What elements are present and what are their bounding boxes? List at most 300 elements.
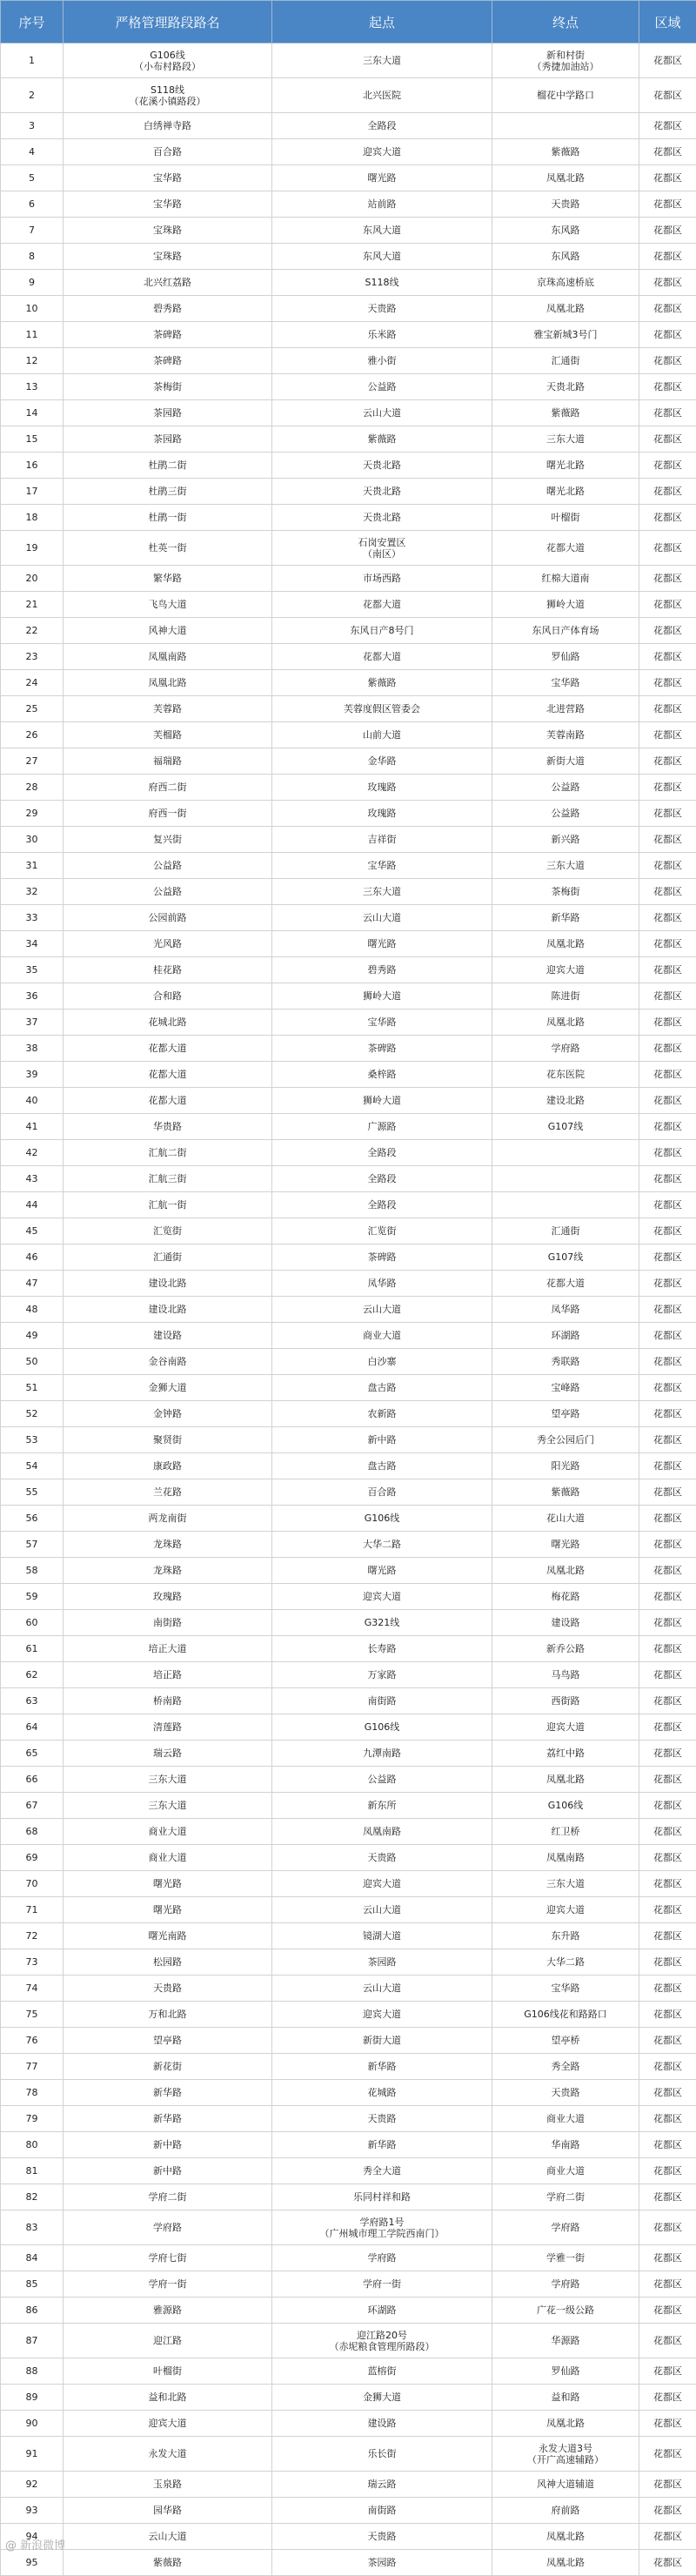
cell-district: 花都区: [639, 426, 696, 453]
cell-start-point: 乐同村祥和路: [272, 2184, 492, 2210]
cell-start-point: 狮岭大道: [272, 1088, 492, 1114]
cell-district: 花都区: [639, 1297, 696, 1323]
cell-district: 花都区: [639, 879, 696, 905]
cell-road-name: 新华路: [64, 2080, 272, 2106]
table-row: [1, 218, 696, 244]
cell-index: 1: [1, 44, 64, 78]
table-row: [1, 2080, 696, 2106]
cell-road-name: 培正路: [64, 1662, 272, 1688]
cell-start-point: 学府路: [272, 2245, 492, 2271]
cell-road-name: 三东大道: [64, 1767, 272, 1793]
table-row: [1, 1793, 696, 1819]
cell-road-name: 学府路: [64, 2210, 272, 2245]
cell-start-point: 公益路: [272, 374, 492, 400]
table-row: [1, 801, 696, 827]
cell-district: 花都区: [639, 853, 696, 879]
cell-district: 花都区: [639, 1584, 696, 1610]
table-row: [1, 1401, 696, 1427]
table-row: [1, 2550, 696, 2576]
cell-index: 60: [1, 1610, 64, 1636]
cell-index: 34: [1, 931, 64, 957]
cell-district: 花都区: [639, 2132, 696, 2158]
cell-road-name: 建设路: [64, 1323, 272, 1349]
cell-start-point: 市场西路: [272, 566, 492, 592]
cell-road-name: 飞鸟大道: [64, 592, 272, 618]
cell-start-point: 曙光路: [272, 1558, 492, 1584]
cell-district: 花都区: [639, 113, 696, 139]
cell-start-point: 全路段: [272, 1140, 492, 1166]
cell-index: 89: [1, 2385, 64, 2411]
cell-district: 花都区: [639, 78, 696, 113]
cell-start-point: 东风大道: [272, 244, 492, 270]
cell-index: 9: [1, 270, 64, 296]
table-row: [1, 1114, 696, 1140]
table-row: [1, 348, 696, 374]
cell-end-point: 东风路: [492, 218, 639, 244]
table-row: [1, 2271, 696, 2298]
cell-start-point: 宝华路: [272, 1010, 492, 1036]
table-row: [1, 592, 696, 618]
cell-district: 花都区: [639, 2498, 696, 2524]
table-row: [1, 2498, 696, 2524]
table-row: [1, 2106, 696, 2132]
header-end-point: 终点: [492, 1, 639, 44]
cell-index: 37: [1, 1010, 64, 1036]
cell-index: 7: [1, 218, 64, 244]
cell-index: 76: [1, 2028, 64, 2054]
cell-road-name: 瑞云路: [64, 1741, 272, 1767]
cell-end-point: 学雅一街: [492, 2245, 639, 2271]
cell-road-name: 茶园路: [64, 426, 272, 453]
cell-end-point: 凤凰北路: [492, 165, 639, 191]
cell-start-point: 广源路: [272, 1114, 492, 1140]
cell-road-name: 合和路: [64, 983, 272, 1010]
cell-start-point: 百合路: [272, 1479, 492, 1506]
cell-end-point: G106线花和路路口: [492, 2002, 639, 2028]
cell-index: 58: [1, 1558, 64, 1584]
cell-end-point: 迎宾大道: [492, 1714, 639, 1741]
cell-end-point: 紫薇路: [492, 400, 639, 426]
cell-district: 花都区: [639, 2106, 696, 2132]
cell-start-point: 环湖路: [272, 2298, 492, 2324]
table-row: [1, 2385, 696, 2411]
cell-road-name: 聚贤街: [64, 1427, 272, 1453]
table-row: [1, 1923, 696, 1949]
cell-district: 花都区: [639, 1323, 696, 1349]
table-row: [1, 270, 696, 296]
cell-road-name: 永发大道: [64, 2437, 272, 2472]
cell-start-point: 站前路: [272, 191, 492, 218]
cell-end-point: 凤华路: [492, 1297, 639, 1323]
table-row: [1, 957, 696, 983]
cell-index: 64: [1, 1714, 64, 1741]
table-row: [1, 1897, 696, 1923]
cell-road-name: 学府二街: [64, 2184, 272, 2210]
cell-index: 5: [1, 165, 64, 191]
cell-start-point: 南街路: [272, 2498, 492, 2524]
cell-road-name: 商业大道: [64, 1819, 272, 1845]
table-row: [1, 775, 696, 801]
cell-start-point: 乐长街: [272, 2437, 492, 2472]
cell-start-point: 新东所: [272, 1793, 492, 1819]
cell-index: 88: [1, 2358, 64, 2385]
cell-index: 28: [1, 775, 64, 801]
cell-road-name: 汇通街: [64, 1244, 272, 1271]
table-row: [1, 2437, 696, 2472]
cell-district: 花都区: [639, 1558, 696, 1584]
cell-road-name: 桂花路: [64, 957, 272, 983]
cell-start-point: 秀全大道: [272, 2158, 492, 2184]
cell-index: 93: [1, 2498, 64, 2524]
cell-end-point: 府前路: [492, 2498, 639, 2524]
cell-index: 19: [1, 531, 64, 566]
table-row: [1, 2245, 696, 2271]
cell-district: 花都区: [639, 2210, 696, 2245]
cell-start-point: G106线: [272, 1506, 492, 1532]
cell-start-point: 吉祥街: [272, 827, 492, 853]
cell-road-name: 南街路: [64, 1610, 272, 1636]
cell-district: 花都区: [639, 2437, 696, 2472]
cell-road-name: 玉泉路: [64, 2472, 272, 2498]
cell-end-point: 天贵路: [492, 2080, 639, 2106]
cell-index: 68: [1, 1819, 64, 1845]
cell-road-name: 新中路: [64, 2132, 272, 2158]
cell-district: 花都区: [639, 748, 696, 775]
cell-end-point: [492, 1140, 639, 1166]
table-row: [1, 1636, 696, 1662]
cell-district: 花都区: [639, 2158, 696, 2184]
cell-end-point: 学府二街: [492, 2184, 639, 2210]
cell-end-point: 大华二路: [492, 1949, 639, 1976]
cell-road-name: 华贵路: [64, 1114, 272, 1140]
cell-start-point: 茶园路: [272, 2550, 492, 2576]
cell-index: 69: [1, 1845, 64, 1871]
cell-index: 86: [1, 2298, 64, 2324]
cell-start-point: 迎宾大道: [272, 139, 492, 165]
cell-end-point: 宝华路: [492, 670, 639, 696]
cell-road-name: 汇航二街: [64, 1140, 272, 1166]
cell-start-point: 盘古路: [272, 1375, 492, 1401]
table-row: [1, 1375, 696, 1401]
cell-road-name: 玫瑰路: [64, 1584, 272, 1610]
cell-index: 11: [1, 322, 64, 348]
cell-index: 2: [1, 78, 64, 113]
cell-district: 花都区: [639, 1793, 696, 1819]
cell-start-point: 天贵路: [272, 1845, 492, 1871]
cell-road-name: G106线 （小布村路段）: [64, 44, 272, 78]
cell-district: 花都区: [639, 1453, 696, 1479]
cell-end-point: G107线: [492, 1244, 639, 1271]
cell-road-name: 府西二街: [64, 775, 272, 801]
table-row: [1, 827, 696, 853]
cell-district: 花都区: [639, 2324, 696, 2358]
table-row: [1, 1949, 696, 1976]
cell-index: 8: [1, 244, 64, 270]
cell-start-point: 玫瑰路: [272, 801, 492, 827]
cell-start-point: 狮岭大道: [272, 983, 492, 1010]
cell-district: 花都区: [639, 566, 696, 592]
table-row: [1, 853, 696, 879]
cell-end-point: [492, 1166, 639, 1192]
cell-district: 花都区: [639, 1427, 696, 1453]
cell-start-point: 天贵路: [272, 2106, 492, 2132]
cell-end-point: 三东大道: [492, 426, 639, 453]
table-row: [1, 400, 696, 426]
cell-road-name: 花都大道: [64, 1088, 272, 1114]
cell-district: 花都区: [639, 1767, 696, 1793]
cell-district: 花都区: [639, 374, 696, 400]
cell-end-point: 曙光北路: [492, 479, 639, 505]
cell-start-point: 建设路: [272, 2411, 492, 2437]
table-row: [1, 1140, 696, 1166]
cell-index: 50: [1, 1349, 64, 1375]
cell-district: 花都区: [639, 1819, 696, 1845]
cell-district: 花都区: [639, 1662, 696, 1688]
cell-district: 花都区: [639, 2002, 696, 2028]
cell-index: 44: [1, 1192, 64, 1218]
cell-start-point: 三东大道: [272, 879, 492, 905]
table-row: [1, 1558, 696, 1584]
cell-end-point: 风神大道辅道: [492, 2472, 639, 2498]
cell-start-point: 瑞云路: [272, 2472, 492, 2498]
cell-district: 花都区: [639, 1036, 696, 1062]
cell-district: 花都区: [639, 1688, 696, 1714]
cell-start-point: 全路段: [272, 1166, 492, 1192]
cell-district: 花都区: [639, 191, 696, 218]
cell-start-point: 新华路: [272, 2132, 492, 2158]
table-row: [1, 1218, 696, 1244]
cell-district: 花都区: [639, 931, 696, 957]
table-row: [1, 2132, 696, 2158]
cell-index: 78: [1, 2080, 64, 2106]
cell-district: 花都区: [639, 670, 696, 696]
cell-end-point: 阳光路: [492, 1453, 639, 1479]
cell-index: 13: [1, 374, 64, 400]
cell-end-point: 凤凰南路: [492, 1845, 639, 1871]
cell-end-point: 曙光路: [492, 1532, 639, 1558]
table-row: [1, 1062, 696, 1088]
table-row: [1, 453, 696, 479]
cell-start-point: 万家路: [272, 1662, 492, 1688]
cell-road-name: 茶碑路: [64, 322, 272, 348]
cell-road-name: 杜鹃三街: [64, 479, 272, 505]
cell-index: 95: [1, 2550, 64, 2576]
cell-district: 花都区: [639, 1088, 696, 1114]
cell-road-name: 碧秀路: [64, 296, 272, 322]
cell-index: 72: [1, 1923, 64, 1949]
table-row: [1, 1244, 696, 1271]
table-row: [1, 722, 696, 748]
table-row: [1, 2358, 696, 2385]
table-row: [1, 2028, 696, 2054]
cell-district: 花都区: [639, 1532, 696, 1558]
cell-road-name: 风神大道: [64, 618, 272, 644]
table-row: [1, 479, 696, 505]
cell-end-point: 红棉大道南: [492, 566, 639, 592]
table-row: [1, 2002, 696, 2028]
table-row: [1, 879, 696, 905]
cell-start-point: 全路段: [272, 113, 492, 139]
cell-end-point: 花东医院: [492, 1062, 639, 1088]
cell-end-point: 公益路: [492, 775, 639, 801]
cell-end-point: 茶梅街: [492, 879, 639, 905]
cell-district: 花都区: [639, 2271, 696, 2298]
table-row: [1, 113, 696, 139]
cell-end-point: 商业大道: [492, 2106, 639, 2132]
cell-index: 3: [1, 113, 64, 139]
cell-index: 87: [1, 2324, 64, 2358]
cell-road-name: 曙光南路: [64, 1923, 272, 1949]
cell-district: 花都区: [639, 1349, 696, 1375]
table-row: [1, 2158, 696, 2184]
cell-index: 67: [1, 1793, 64, 1819]
cell-road-name: 杜鹃二街: [64, 453, 272, 479]
cell-end-point: 罗仙路: [492, 2358, 639, 2385]
cell-start-point: 学府一街: [272, 2271, 492, 2298]
cell-end-point: 凤凰北路: [492, 2411, 639, 2437]
cell-start-point: 山前大道: [272, 722, 492, 748]
cell-district: 花都区: [639, 2054, 696, 2080]
table-row: [1, 1610, 696, 1636]
cell-index: 25: [1, 696, 64, 722]
cell-district: 花都区: [639, 1714, 696, 1741]
cell-start-point: 天贵路: [272, 296, 492, 322]
cell-district: 花都区: [639, 1506, 696, 1532]
cell-index: 71: [1, 1897, 64, 1923]
cell-index: 73: [1, 1949, 64, 1976]
cell-district: 花都区: [639, 1871, 696, 1897]
cell-end-point: 秀全公园后门: [492, 1427, 639, 1453]
cell-start-point: 凤凰南路: [272, 1819, 492, 1845]
cell-district: 花都区: [639, 1636, 696, 1662]
cell-start-point: 蓝榕街: [272, 2358, 492, 2385]
cell-road-name: 曙光路: [64, 1897, 272, 1923]
cell-index: 61: [1, 1636, 64, 1662]
cell-district: 花都区: [639, 1923, 696, 1949]
cell-road-name: 学府一街: [64, 2271, 272, 2298]
cell-index: 41: [1, 1114, 64, 1140]
cell-road-name: 建设北路: [64, 1297, 272, 1323]
cell-road-name: 凤凰北路: [64, 670, 272, 696]
cell-index: 17: [1, 479, 64, 505]
cell-start-point: 金华路: [272, 748, 492, 775]
cell-end-point: [492, 113, 639, 139]
cell-index: 24: [1, 670, 64, 696]
cell-district: 花都区: [639, 618, 696, 644]
cell-district: 花都区: [639, 2080, 696, 2106]
cell-district: 花都区: [639, 827, 696, 853]
cell-start-point: 学府路1号 （广州城市理工学院西南门）: [272, 2210, 492, 2245]
cell-index: 30: [1, 827, 64, 853]
cell-road-name: 金狮大道: [64, 1375, 272, 1401]
cell-index: 65: [1, 1741, 64, 1767]
cell-end-point: 东风日产体育场: [492, 618, 639, 644]
header-index: 序号: [1, 1, 64, 44]
cell-road-name: 府西一街: [64, 801, 272, 827]
cell-district: 花都区: [639, 1062, 696, 1088]
cell-district: 花都区: [639, 1949, 696, 1976]
cell-start-point: 曙光路: [272, 165, 492, 191]
cell-start-point: 迎宾大道: [272, 2002, 492, 2028]
cell-start-point: 盘古路: [272, 1453, 492, 1479]
cell-start-point: G106线: [272, 1714, 492, 1741]
cell-end-point: 益和路: [492, 2385, 639, 2411]
cell-index: 39: [1, 1062, 64, 1088]
cell-end-point: 新和村街 （秀捷加油站）: [492, 44, 639, 78]
cell-index: 53: [1, 1427, 64, 1453]
cell-start-point: 桑梓路: [272, 1062, 492, 1088]
table-row: [1, 191, 696, 218]
cell-start-point: 茶碑路: [272, 1036, 492, 1062]
cell-road-name: 北兴红荔路: [64, 270, 272, 296]
table-row: [1, 165, 696, 191]
cell-end-point: 新兴路: [492, 827, 639, 853]
cell-road-name: S118线 （花溪小镇路段）: [64, 78, 272, 113]
cell-road-name: 园华路: [64, 2498, 272, 2524]
table-row: [1, 748, 696, 775]
cell-end-point: 建设路: [492, 1610, 639, 1636]
cell-start-point: 紫薇路: [272, 670, 492, 696]
cell-road-name: 云山大道: [64, 2524, 272, 2550]
table-row: [1, 696, 696, 722]
cell-end-point: 三东大道: [492, 853, 639, 879]
table-row: [1, 644, 696, 670]
cell-district: 花都区: [639, 453, 696, 479]
cell-index: 4: [1, 139, 64, 165]
cell-end-point: 西街路: [492, 1688, 639, 1714]
cell-index: 84: [1, 2245, 64, 2271]
cell-road-name: 紫薇路: [64, 2550, 272, 2576]
cell-road-name: 茶梅街: [64, 374, 272, 400]
cell-index: 40: [1, 1088, 64, 1114]
cell-end-point: 学府路: [492, 2210, 639, 2245]
cell-end-point: 凤凰北路: [492, 296, 639, 322]
cell-end-point: 迎宾大道: [492, 957, 639, 983]
cell-start-point: 迎宾大道: [272, 1871, 492, 1897]
cell-index: 36: [1, 983, 64, 1010]
table-row: [1, 2210, 696, 2245]
cell-end-point: 陈进街: [492, 983, 639, 1010]
table-row: [1, 1427, 696, 1453]
cell-road-name: 新中路: [64, 2158, 272, 2184]
cell-end-point: 新乔公路: [492, 1636, 639, 1662]
table-row: [1, 905, 696, 931]
cell-district: 花都区: [639, 479, 696, 505]
cell-road-name: 汇航一街: [64, 1192, 272, 1218]
cell-road-name: 万和北路: [64, 2002, 272, 2028]
cell-road-name: 汇航三街: [64, 1166, 272, 1192]
cell-end-point: 环湖路: [492, 1323, 639, 1349]
cell-district: 花都区: [639, 2524, 696, 2550]
table-row: [1, 531, 696, 566]
cell-road-name: 花都大道: [64, 1036, 272, 1062]
cell-end-point: 榴花中学路口: [492, 78, 639, 113]
cell-index: 16: [1, 453, 64, 479]
cell-index: 47: [1, 1271, 64, 1297]
cell-start-point: 镜湖大道: [272, 1923, 492, 1949]
cell-index: 35: [1, 957, 64, 983]
cell-end-point: 三东大道: [492, 1871, 639, 1897]
table-row: [1, 1036, 696, 1062]
cell-start-point: 白沙寨: [272, 1349, 492, 1375]
cell-district: 花都区: [639, 2298, 696, 2324]
cell-end-point: 东风路: [492, 244, 639, 270]
cell-start-point: 九潭南路: [272, 1741, 492, 1767]
cell-start-point: 凤华路: [272, 1271, 492, 1297]
cell-road-name: 繁华路: [64, 566, 272, 592]
table-row: [1, 296, 696, 322]
cell-index: 54: [1, 1453, 64, 1479]
